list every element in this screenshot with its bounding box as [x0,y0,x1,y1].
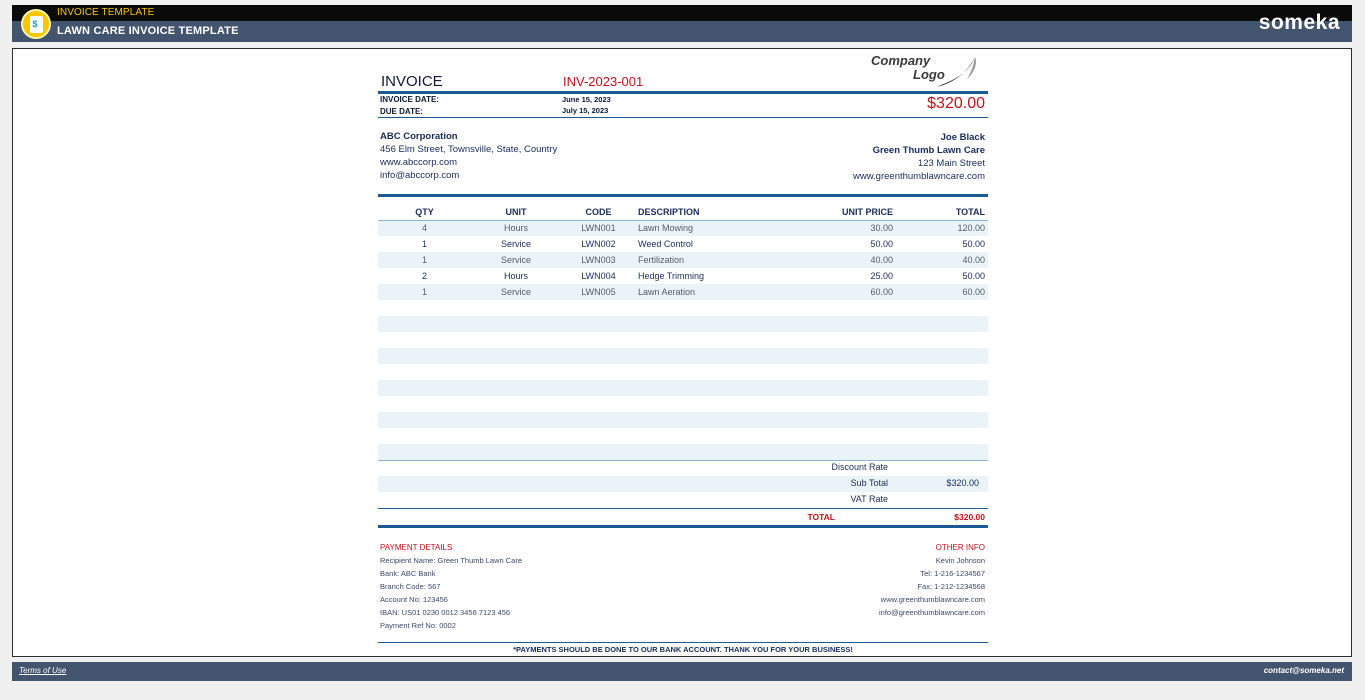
empty-row[interactable] [378,332,988,348]
payment-iban[interactable]: IBAN: US01 0230 0012 3456 7123 456 [380,608,511,617]
cell-total: 120.00 [896,220,988,236]
totals-bottom-rule [378,525,988,528]
empty-row[interactable] [378,460,988,476]
from-company[interactable]: Green Thumb Lawn Care [872,145,985,156]
from-name[interactable]: Joe Black [940,132,985,143]
invoice-date-value[interactable]: June 15, 2023 [562,95,611,104]
empty-row[interactable] [378,444,988,460]
vat-label: VAT Rate [850,494,888,504]
cell-description[interactable]: Hedge Trimming [638,271,705,281]
col-description: DESCRIPTION [636,204,788,220]
bill-to-name[interactable]: ABC Corporation [380,131,458,142]
other-tel[interactable]: Tel: 1-216-1234567 [920,569,985,578]
cell-description[interactable]: Lawn Mowing [636,220,788,236]
cell-description[interactable]: Weed Control [638,239,693,249]
cell-total: 50.00 [962,239,985,249]
cell-qty[interactable]: 2 [421,271,427,281]
cell-total: 60.00 [896,284,988,300]
due-date-label: DUE DATE: [380,107,423,116]
col-unit-price: UNIT PRICE [788,204,896,220]
empty-row[interactable] [378,396,988,412]
from-address[interactable]: 123 Main Street [917,158,985,169]
cell-qty[interactable]: 1 [378,284,471,300]
subtotal-value: $320.00 [946,478,979,488]
other-web[interactable]: www.greenthumblawncare.com [880,595,985,604]
totals-rule [378,508,988,509]
cell-total: 40.00 [896,252,988,268]
someka-logo[interactable]: someka [1258,11,1340,34]
bill-to-web[interactable]: www.abccorp.com [380,157,458,168]
table-row[interactable] [378,252,988,268]
cell-code[interactable]: LWN005 [561,284,636,300]
bill-to-address[interactable]: 456 Elm Street, Townsville, State, Country [380,144,558,155]
discount-label: Discount Rate [831,462,888,472]
cell-code[interactable]: LWN004 [581,271,616,281]
empty-row[interactable] [378,348,988,364]
cell-unit-price[interactable]: 60.00 [788,284,896,300]
payment-ref[interactable]: Payment Ref No: 0002 [380,621,456,630]
invoice-heading: INVOICE [381,73,443,90]
cell-qty[interactable]: 4 [378,220,471,236]
bill-to-email[interactable]: info@abccorp.com [380,170,460,181]
logo-word-logo: Logo [913,67,945,82]
payment-details [380,541,522,632]
empty-row[interactable] [378,316,988,332]
empty-row[interactable] [378,428,988,444]
top-banner [12,5,1352,42]
table-row[interactable] [378,236,988,252]
banner-title: LAWN CARE INVOICE TEMPLATE [57,25,239,37]
table-bottom-rule [378,460,988,461]
cell-qty[interactable]: 1 [378,252,471,268]
cell-description[interactable]: Fertilization [636,252,788,268]
logo-swoosh-icon [871,53,981,89]
bottom-bar [12,662,1352,681]
other-contact[interactable]: Kevin Johnson [935,556,985,565]
payment-heading: PAYMENT DETAILS [380,543,453,552]
invoice-app-icon: $ [21,9,51,39]
cell-unit-price[interactable]: 50.00 [870,239,893,249]
cell-unit[interactable]: Service [471,284,561,300]
payment-recipient[interactable]: Recipient Name: Green Thumb Lawn Care [380,556,523,565]
from-block [853,131,985,183]
cell-unit[interactable]: Service [471,252,561,268]
cell-code[interactable]: LWN002 [581,239,616,249]
cell-unit[interactable]: Service [500,239,531,249]
logo-word-company: Company [871,53,931,68]
bill-to-block [380,130,557,182]
col-unit: UNIT [471,204,561,220]
subtotal-label: Sub Total [850,478,888,488]
payment-note: *PAYMENTS SHOULD BE DONE TO OUR BANK ACCOUNT. THANK YOU FOR YOUR BUSINESS! [513,645,853,654]
col-total: TOTAL [896,204,988,220]
empty-row[interactable] [378,364,988,380]
banner-top-strip [12,5,1352,21]
col-qty: QTY [378,204,471,220]
invoice-document [378,49,988,658]
cell-code[interactable]: LWN003 [561,252,636,268]
invoice-date-label: INVOICE DATE: [380,95,439,104]
contact-email[interactable]: contact@someka.net [1263,666,1344,675]
cell-unit[interactable]: Hours [503,271,528,281]
from-web[interactable]: www.greenthumblawncare.com [852,171,985,182]
total-label: TOTAL [807,512,835,522]
other-email[interactable]: info@greenthumblawncare.com [879,608,985,617]
empty-row[interactable] [378,412,988,428]
cell-description[interactable]: Lawn Aeration [636,284,788,300]
cell-total: 50.00 [962,271,985,281]
header-rule [378,91,988,94]
payment-bank[interactable]: Bank: ABC Bank [380,569,436,578]
company-logo[interactable] [871,53,981,89]
invoice-amount: $320.00 [927,95,985,112]
terms-of-use-link[interactable]: Terms of Use [19,666,67,675]
table-row[interactable] [378,220,988,236]
note-rule [378,642,988,643]
other-info [879,541,985,619]
empty-row[interactable] [378,300,988,316]
banner-kicker: INVOICE TEMPLATE [57,7,155,18]
cell-unit-price[interactable]: 40.00 [788,252,896,268]
line-items-table [378,204,988,492]
table-top-rule [378,194,988,197]
empty-row[interactable] [378,476,988,492]
cell-unit-price[interactable]: 25.00 [870,271,893,281]
invoice-number[interactable]: INV-2023-001 [563,74,644,89]
dates-rule [378,117,988,118]
table-row[interactable] [378,268,988,284]
col-code: CODE [561,204,636,220]
due-date-value[interactable]: July 15, 2023 [562,106,609,115]
payment-account[interactable]: Account No: 123456 [380,595,448,604]
total-value: $320.00 [954,512,985,522]
cell-qty[interactable]: 1 [421,239,427,249]
table-row[interactable] [378,284,988,300]
other-fax[interactable]: Fax: 1-212-1234568 [917,582,985,591]
invoice-sheet [12,48,1352,657]
cell-unit[interactable]: Hours [471,220,561,236]
table-header-row [378,204,988,220]
cell-code[interactable]: LWN001 [561,220,636,236]
other-heading: OTHER INFO [935,543,985,552]
cell-unit-price[interactable]: 30.00 [788,220,896,236]
payment-branch[interactable]: Branch Code: 567 [380,582,441,591]
empty-row[interactable] [378,380,988,396]
